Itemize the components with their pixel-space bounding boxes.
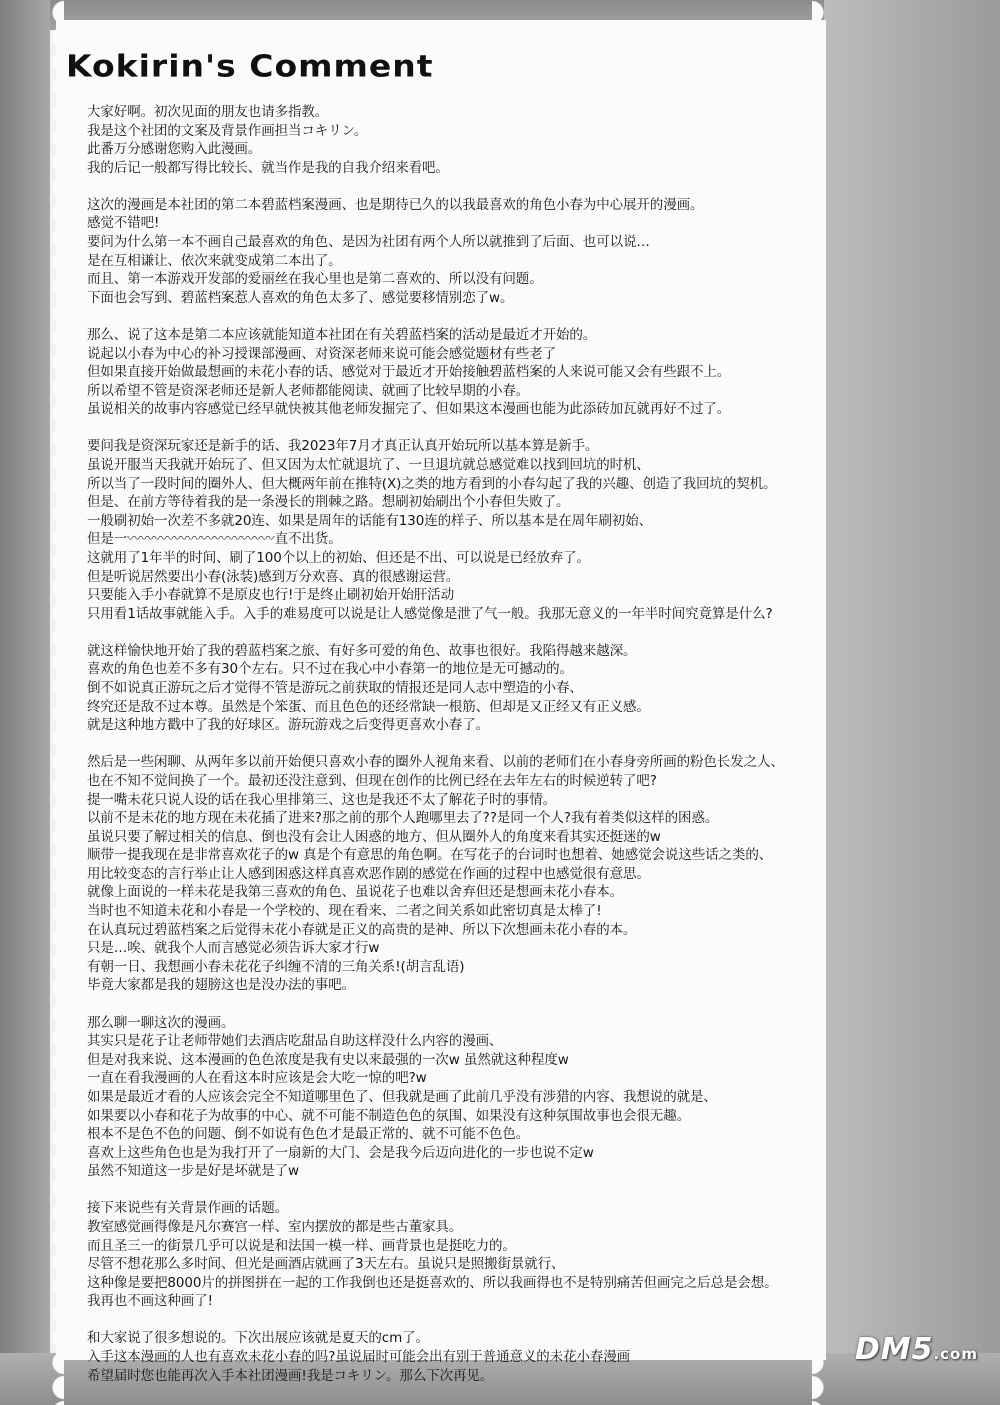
text-line: 只是…唉、就我个人而言感觉必须告诉大家才行w <box>87 940 380 957</box>
text-line: 根本不是色不色的问题、倒不如说有色色才是最正常的、就不可能不色色。 <box>87 1126 530 1143</box>
paragraph <box>87 1014 822 1181</box>
paragraph <box>87 326 822 419</box>
text-line: 就像上面说的一样未花是我第三喜欢的角色、虽说花子也难以舍弃但还是想画未花小春本。 <box>87 884 623 901</box>
watermark-main: DM5 <box>854 1332 934 1367</box>
text-line: 虽说相关的故事内容感觉已经早就快被其他老师发掘完了、但如果这本漫画也能为此添砖加瓦就再好不过了。 <box>87 401 731 418</box>
text-line: 而且、第一本游戏开发部的爱丽丝在我心里也是第二喜欢的、所以没有问题。 <box>87 271 543 288</box>
text-line: 但如果直接开始做最想画的未花小春的话、感觉对于最近才开始接触碧蓝档案的人来说可能又会有些跟不上。 <box>87 364 731 381</box>
text-line: 但是一〰〰〰〰〰〰〰〰〰〰〰直不出货。 <box>87 531 342 548</box>
text-line: 这次的漫画是本社团的第二本碧蓝档案漫画、也是期待已久的以我最喜欢的角色小春为中心展开的漫画。 <box>87 196 704 213</box>
text-line: 喜欢的角色也差不多有30个左右。只不过在我心中小春第一的地位是无可撼动的。 <box>87 661 573 678</box>
text-line: 这就用了1年半的时间、刷了100个以上的初始、但还是不出、可以说是已经放弃了。 <box>87 549 590 566</box>
text-line: 要问为什么第一本不画自己最喜欢的角色、是因为社团有两个人所以就推到了后面、也可以说… <box>87 234 650 251</box>
text-line: 虽说开服当天我就开始玩了、但又因为太忙就退坑了、一旦退坑就总感觉难以找到回坑的时机、 <box>87 457 650 473</box>
text-line: 尽管不想花那么多时间、但光是画酒店就画了3天左右。虽说只是照搬街景就行、 <box>87 1256 565 1273</box>
text-line: 也在不知不觉间换了一个。最初还没注意到、但现在创作的比例已经在去年左右的时候逆转了吧? <box>87 772 657 789</box>
paragraph <box>87 196 822 308</box>
text-line: 用比较变态的言行举止让人感到困惑这样真喜欢恶作剧的感觉在作画的过程中也感觉很有意思。 <box>87 865 650 882</box>
site-watermark-logo <box>855 1332 978 1367</box>
scalloped-edge-left <box>36 0 64 1405</box>
text-line: 就是这种地方戳中了我的好球区。游玩游戏之后变得更喜欢小春了。 <box>87 717 489 734</box>
text-line: 喜欢上这些角色也是为我打开了一扇新的大门、会是我今后迈向进化的一步也说不定w <box>87 1144 594 1161</box>
text-line: 教室感觉画得像是凡尔赛宫一样、室内摆放的都是些古董家具。 <box>87 1218 463 1235</box>
paragraph <box>87 437 822 623</box>
text-line: 其实只是花子让老师带她们去酒店吃甜品自助这样没什么内容的漫画、 <box>87 1033 503 1050</box>
text-line: 当时也不知道未花和小春是一个学校的、现在看来、二者之间关系如此密切真是太棒了! <box>87 903 602 920</box>
paragraph <box>87 103 822 177</box>
text-line: 终究还是敌不过本尊。虽然是个笨蛋、而且色色的还经常缺一根筋、但却是又正经又有正义感。 <box>87 698 650 715</box>
text-line: 入手这本漫画的人也有喜欢未花小春的吗?虽说届时可能会出有别于普通意义的未花小春漫画 <box>87 1349 631 1366</box>
text-line: 只用看1话故事就能入手。入手的难易度可以说是让人感觉像是泄了气一般。我那无意义的一年半时间究竟算是什么? <box>87 605 773 622</box>
text-line: 那么、说了这本是第二本应该就能知道本社团在有关碧蓝档案的活动是最近才开始的。 <box>87 326 597 343</box>
text-line: 接下来说些有关背景作画的话题。 <box>87 1200 288 1217</box>
text-line: 然后是一些闲聊、从两年多以前开始便只喜欢小春的圈外人视角来看、以前的老师们在小春身旁所画的粉色长发之人、 <box>87 754 784 771</box>
comment-body <box>87 103 822 1404</box>
paragraph <box>87 753 822 995</box>
text-line: 感觉不错吧! <box>87 215 160 232</box>
page-title: Kokirin's Comment <box>66 48 434 84</box>
text-line: 如果要以小春和花子为故事的中心、就不可能不制造色色的氛围、如果没有这种氛围故事也会很无趣。 <box>87 1107 690 1124</box>
text-line: 只要能入手小春就算不是原皮也行!于是终止刷初始开始肝活动 <box>87 587 455 604</box>
text-line: 在认真玩过碧蓝档案之后觉得未花小春就是正义的高贵的是神、所以下次想画未花小春的本。 <box>87 921 637 938</box>
text-line: 就这样愉快地开始了我的碧蓝档案之旅、有好多可爱的角色、故事也很好。我陷得越来越深。 <box>87 642 637 659</box>
text-line: 但是听说居然要出小春(泳装)感到万分欢喜、真的很感谢运营。 <box>87 568 460 585</box>
text-line: 大家好啊。初次见面的朋友也请多指教。 <box>87 104 329 120</box>
text-line: 一般刷初始一次差不多就20连、如果是周年的话能有130连的样子、所以基本是在周年刷初始、 <box>87 512 653 529</box>
text-line: 所以希望不管是资深老师还是新人老师都能阅读、就画了比较早期的小春。 <box>87 382 530 399</box>
text-line: 我再也不画这种画了! <box>87 1293 213 1310</box>
text-line: 是在互相谦让、依次来就变成第二本出了。 <box>87 252 342 269</box>
text-line: 我的后记一般都写得比较长、就当作是我的自我介绍来看吧。 <box>87 159 449 176</box>
text-line: 毕竟大家都是我的翅膀这也是没办法的事吧。 <box>87 977 355 994</box>
paragraph <box>87 642 822 735</box>
text-line: 希望届时您也能再次入手本社团漫画!我是コキリン。那么下次再见。 <box>87 1367 494 1384</box>
paragraph <box>87 1329 822 1385</box>
paragraph <box>87 1199 822 1311</box>
text-line: 但是对我来说、这本漫画的色色浓度是我有史以来最强的一次w 虽然就这种程度w <box>87 1051 569 1068</box>
text-line: 和大家说了很多想说的。下次出展应该就是夏天的cm了。 <box>87 1330 429 1347</box>
text-line: 如果是最近才看的人应该会完全不知道哪里色了、但我就是画了此前几乎没有涉猎的内容、我想说的就是、 <box>87 1088 717 1105</box>
text-line: 说起以小春为中心的补习授课部漫画、对资深老师来说可能会感觉题材有些老了 <box>87 345 556 362</box>
text-line: 提一嘴未花只说人设的话在我心里排第三、这也是我还不太了解花子时的事情。 <box>87 791 556 808</box>
text-line: 虽说只要了解过相关的信息、倒也没有会让人困惑的地方、但从圈外人的角度来看其实还挺迷的w <box>87 828 661 845</box>
text-line: 有朝一日、我想画小春未花花子纠缠不清的三角关系!(胡言乱语) <box>87 958 465 975</box>
text-line: 以前不是未花的地方现在未花插了进来?那之前的那个人跑哪里去了??是同一个人?我有着类似这样的困惑。 <box>87 810 719 827</box>
text-line: 那么聊一聊这次的漫画。 <box>87 1014 235 1031</box>
text-line: 我是这个社团的文案及背景作画担当コキリン。 <box>87 122 368 139</box>
text-line: 所以当了一段时间的圈外人、但大概两年前在推特(X)之类的地方看到的小春勾起了我的兴趣、创造了我回坑的契机。 <box>87 475 777 492</box>
page-frame-right <box>824 0 1000 1405</box>
text-line: 这种像是要把8000片的拼图拼在一起的工作我倒也还是挺喜欢的、所以我画得也不是特别痛苦但画完之后总是会想。 <box>87 1274 778 1291</box>
text-line: 此番万分感谢您购入此漫画。 <box>87 141 262 158</box>
text-line: 一直在看我漫画的人在看这本时应该是会大吃一惊的吧?w <box>87 1070 427 1087</box>
text-line: 虽然不知道这一步是好是坏就是了w <box>87 1163 299 1180</box>
watermark-sub: .com <box>933 1345 978 1363</box>
text-line: 而且圣三一的街景几乎可以说是和法国一模一样、画背景也是挺吃力的。 <box>87 1237 516 1254</box>
text-line: 但是、在前方等待着我的是一条漫长的荆棘之路。想刷初始刷出个小春但失败了。 <box>87 494 570 511</box>
text-line: 下面也会写到、碧蓝档案惹人喜欢的角色太多了、感觉要移情别恋了w。 <box>87 289 514 306</box>
text-line: 倒不如说真正游玩之后才觉得不管是游玩之前获取的情报还是同人志中塑造的小春、 <box>87 680 583 697</box>
text-line: 顺带一提我现在是非常喜欢花子的w 真是个有意思的角色啊。在写花子的台词时也想着、她感觉会说这些话之类的、 <box>87 847 773 864</box>
text-line: 要问我是资深玩家还是新手的话、我2023年7月才真正认真开始玩所以基本算是新手。 <box>87 438 599 455</box>
